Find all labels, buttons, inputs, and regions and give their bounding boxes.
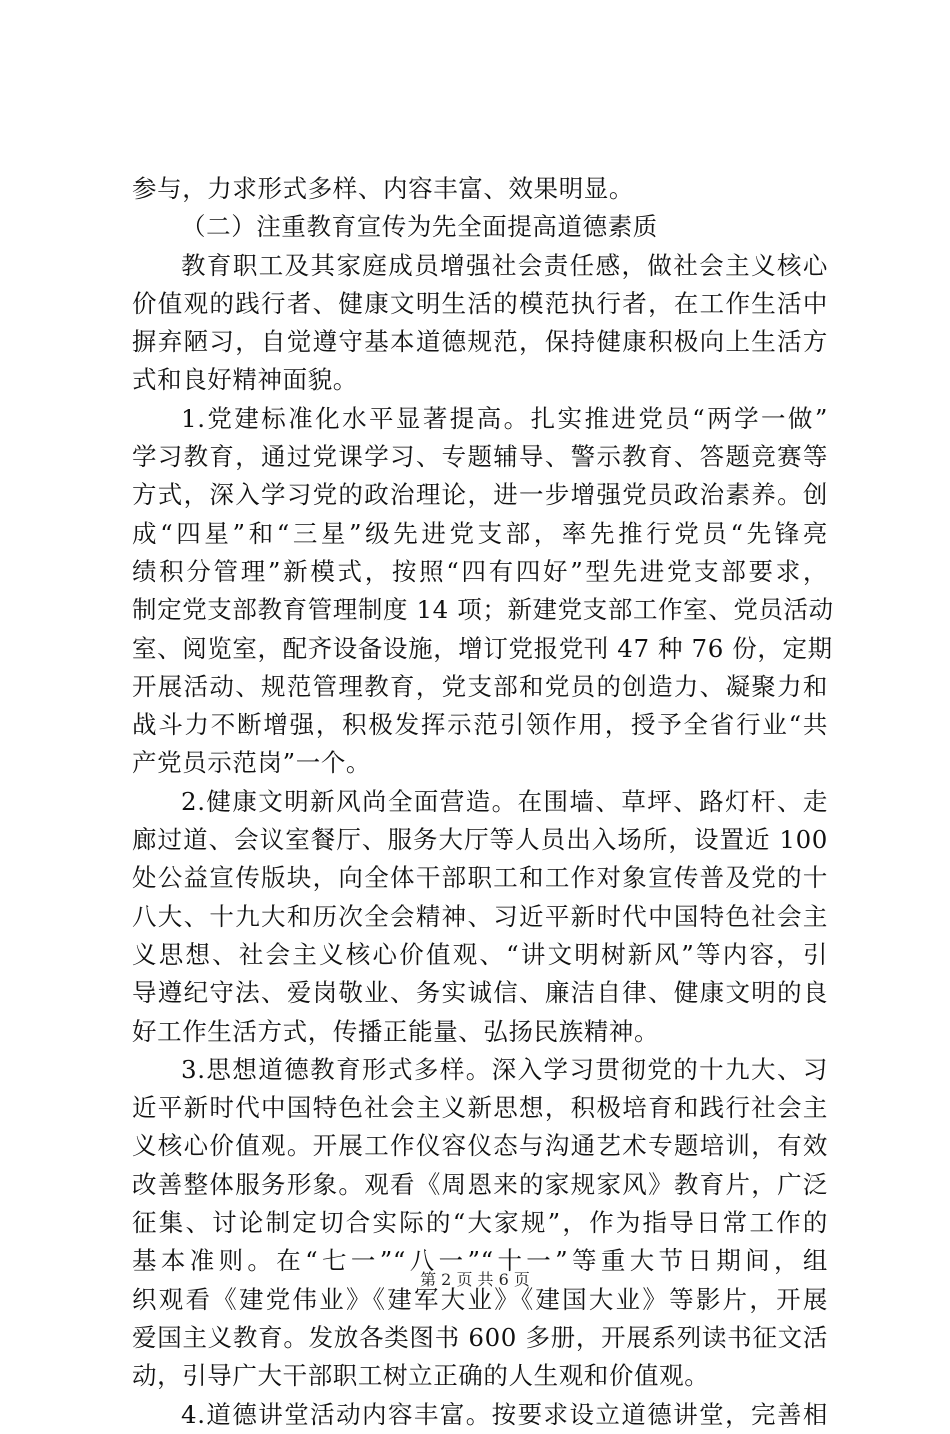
body-text-line: 4.道德讲堂活动内容丰富。按要求设立道德讲堂，完善相 xyxy=(181,1399,828,1429)
body-text-line: 2.健康文明新风尚全面营造。在围墙、草坪、路灯杆、走 xyxy=(181,786,828,816)
body-text-line: 成“四星”和“三星”级先进党支部，率先推行党员“先锋亮 xyxy=(132,518,828,548)
body-text-line: 导遵纪守法、爱岗敬业、务实诚信、廉洁自律、健康文明的良 xyxy=(132,978,828,1008)
body-text-line: 八大、十九大和历次全会精神、习近平新时代中国特色社会主 xyxy=(132,901,828,931)
body-text-line: 处公益宣传版块，向全体干部职工和工作对象宣传普及党的十 xyxy=(132,863,828,893)
body-text-line: 3.思想道德教育形式多样。深入学习贯彻党的十九大、习 xyxy=(181,1054,828,1084)
body-text-line: 制定党支部教育管理制度 14 项；新建党支部工作室、党员活动 xyxy=(132,595,834,625)
body-text-line: 方式，深入学习党的政治理论，进一步增强党员政治素养。创 xyxy=(132,480,828,510)
document-body xyxy=(132,170,834,1434)
body-text-line: 征集、讨论制定切合实际的“大家规”，作为指导日常工作的 xyxy=(132,1208,828,1238)
body-text-line: 近平新时代中国特色社会主义新思想，积极培育和践行社会主 xyxy=(132,1093,828,1123)
body-text-line: 义核心价值观。开展工作仪容仪态与沟通艺术专题培训，有效 xyxy=(132,1131,828,1161)
page-footer: 第 2 页 共 6 页 xyxy=(420,1270,530,1289)
body-text-line: （二）注重教育宣传为先全面提高道德素质 xyxy=(181,212,658,242)
body-text-line: 开展活动、规范管理教育，党支部和党员的创造力、凝聚力和 xyxy=(132,671,828,701)
body-text-line: 基本准则。在“七一”“八一”“十一”等重大节日期间，组 xyxy=(132,1246,828,1276)
body-text-line: 学习教育，通过党课学习、专题辅导、警示教育、答题竞赛等 xyxy=(132,442,828,472)
body-text-line: 织观看《建党伟业》《建军大业》《建国大业》等影片，开展 xyxy=(132,1284,828,1314)
body-text-line: 动，引导广大干部职工树立正确的人生观和价值观。 xyxy=(132,1361,710,1391)
body-text-line: 好工作生活方式，传播正能量、弘扬民族精神。 xyxy=(132,1016,660,1046)
body-text-line: 价值观的践行者、健康文明生活的模范执行者，在工作生活中 xyxy=(132,288,828,318)
body-text-line: 室、阅览室，配齐设备设施，增订党报党刊 47 种 76 份，定期 xyxy=(132,633,833,663)
body-text-line: 教育职工及其家庭成员增强社会责任感，做社会主义核心 xyxy=(181,250,828,280)
body-text-line: 义思想、社会主义核心价值观、“讲文明树新风”等内容，引 xyxy=(132,939,828,969)
body-text-line: 参与，力求形式多样、内容丰富、效果明显。 xyxy=(132,174,634,203)
body-text-line: 爱国主义教育。发放各类图书 600 多册，开展系列读书征文活 xyxy=(132,1322,828,1352)
body-text-line: 战斗力不断增强，积极发挥示范引领作用，授予全省行业“共 xyxy=(132,710,828,740)
body-text-line: 1.党建标准化水平显著提高。扎实推进党员“两学一做” xyxy=(181,403,828,433)
body-text-line: 产党员示范岗”一个。 xyxy=(132,748,372,778)
body-text-line: 式和良好精神面貌。 xyxy=(132,365,358,395)
body-text-line: 摒弃陋习，自觉遵守基本道德规范，保持健康积极向上生活方 xyxy=(132,327,828,357)
body-text-line: 绩积分管理”新模式，按照“四有四好”型先进党支部要求， xyxy=(132,556,828,586)
body-text-line: 廊过道、会议室餐厅、服务大厅等人员出入场所，设置近 100 xyxy=(132,825,828,855)
body-text-line: 改善整体服务形象。观看《周恩来的家规家风》教育片，广泛 xyxy=(132,1169,828,1199)
